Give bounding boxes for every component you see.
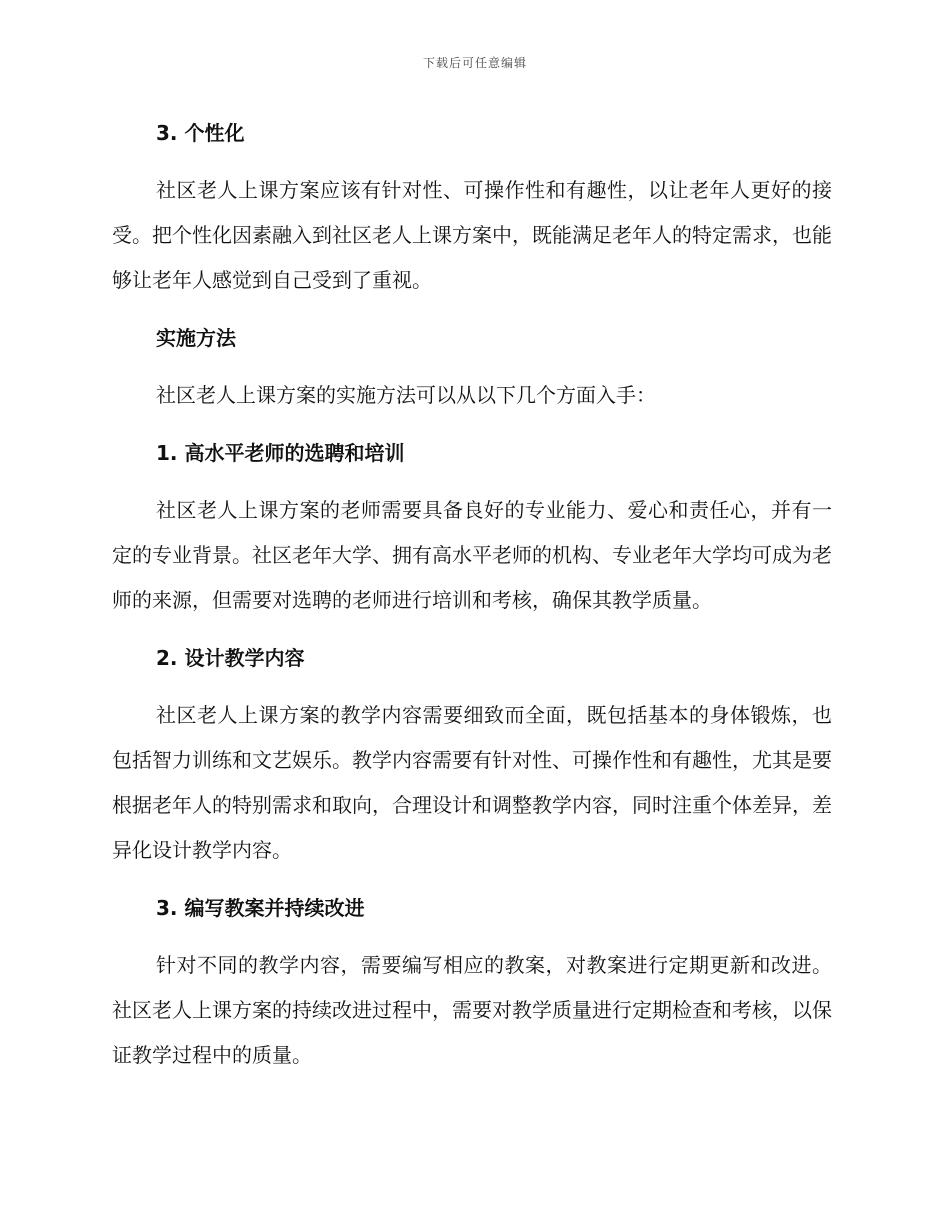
paragraph-lesson-plans: 针对不同的教学内容，需要编写相应的教案，对教案进行定期更新和改进。社区老人上课方案的持续改进过程中，需要对教学质量进行定期检查和考核，以保证教学过程中的质量。: [112, 953, 832, 1067]
header-note: 下载后可任意编辑: [422, 56, 527, 70]
heading-teacher-selection: 1. 高水平老师的选聘和培训: [156, 441, 405, 465]
paragraph-implementation-intro: 社区老人上课方案的实施方法可以从以下几个方面入手：: [156, 383, 656, 407]
paragraph-teacher-selection: 社区老人上课方案的老师需要具备良好的专业能力、爱心和责任心，并有一定的专业背景。社区老年大学、拥有高水平老师的机构、专业老年大学均可成为老师的来源，但需要对选聘的老师进行培训和考核，确保其教学质量。: [112, 498, 832, 612]
paragraph-personalization: 社区老人上课方案应该有针对性、可操作性和有趣性，以让老年人更好的接受。把个性化因素融入到社区老人上课方案中，既能满足老年人的特定需求，也能够让老年人感觉到自己受到了重视。: [112, 178, 832, 292]
document-body: [112, 110, 832, 1090]
heading-personalization: 3. 个性化: [156, 121, 245, 145]
paragraph-teaching-content: 社区老人上课方案的教学内容需要细致而全面，既包括基本的身体锻炼，也包括智力训练和文艺娱乐。教学内容需要有针对性、可操作性和有趣性，尤其是要根据老年人的特别需求和取向，合理设计和调整教学内容，同时注重个体差异，差异化设计教学内容。: [112, 703, 832, 862]
heading-teaching-content: 2. 设计教学内容: [156, 646, 305, 670]
heading-implementation: 实施方法: [156, 326, 236, 350]
heading-lesson-plans: 3. 编写教案并持续改进: [156, 896, 365, 920]
